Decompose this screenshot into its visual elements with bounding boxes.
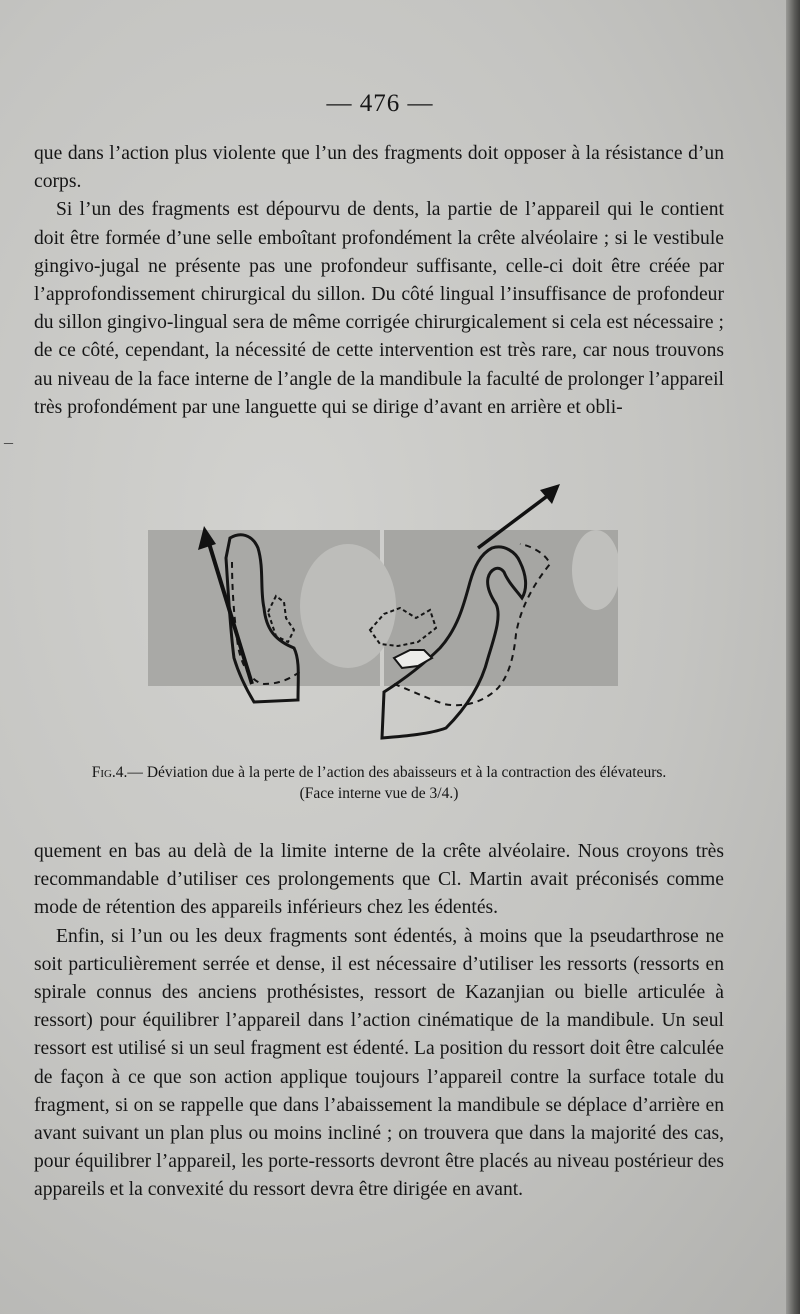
paragraph: Enfin, si l’un ou les deux fragments sont édentés, à moins que la pseudarthrose ne soit particulièrement serrée et dense, il est nécessaire d’utiliser les ressorts (ressorts en spirale connus des anciens prothésistes, ressort de Kazanjian ou bielle articulée à ressort) pour équilibrer l’appareil dans l’action cinématique de la mandibule. Un seul ressort est utilisé si un seul fragment est édenté. La position du ressort doit être calculée de façon à ce que son action applique toujours l’appareil contre la surface totale du fragment, si on se rappelle que dans l’abaissement la mandibule se déplace d’arrière en avant suivant un plan plus ou moins incliné ; on trouvera que dans la majorité des cas, pour équilibrer l’appareil, les porte-ressorts devront être placés au niveau postérieur des appareils et la convexité du ressort devra être dirigée en avant. xyxy=(34,925,724,1201)
margin-mark: – xyxy=(4,432,13,452)
paragraph-continuation: que dans l’action plus violente que l’un des fragments doit opposer à la résistance d’un corps. xyxy=(34,143,724,193)
paragraph-continuation: quement en bas au delà de la limite interne de la crête alvéolaire. Nous croyons très recommandable d’utiliser ces prolongements que Cl. Martin avait préconisés comme mode de rétention des appareils inférieurs chez les édentés. xyxy=(34,841,724,919)
caption-line-1 xyxy=(34,762,724,783)
paragraph: Si l’un des fragments est dépourvu de dents, la partie de l’appareil qui le contient doit être formée d’une selle emboîtant profondément la crête alvéolaire ; si le vestibule gingivo-jugal ne présente pas une profondeur suffisante, celle-ci doit être créée par l’approfondissement chirurgical du sillon. Du côté lingual l’insuffisance de profondeur du sillon gingivo-lingual sera de même corrigée chirurgicalement si cela est nécessaire ; de ce côté, cependant, la nécessité de cette intervention est très rare, car nous trouvons au niveau de la face interne de l’angle de la mandibule la faculté de prolonger l’appareil très profondément par une languette qui se dirige d’avant en arrière et obli- xyxy=(34,199,724,418)
page-number: — 476 — xyxy=(326,90,434,117)
text-block-bottom xyxy=(34,838,724,1205)
mandible-drawing xyxy=(148,478,618,740)
figure-label: Fig.4.— xyxy=(91,764,143,781)
caption-text: Déviation due à la perte de l’action des abaisseurs et à la contraction des élévateurs. xyxy=(146,764,667,781)
photo-right-highlight xyxy=(572,530,618,610)
text-block-top xyxy=(34,140,724,422)
caption-line-2: (Face interne vue de 3/4.) xyxy=(299,785,459,802)
page-edge-shadow xyxy=(786,0,800,1314)
photo-left-highlight xyxy=(300,544,396,668)
figure-mandible-illustration xyxy=(148,478,618,740)
figure-caption xyxy=(34,762,724,804)
